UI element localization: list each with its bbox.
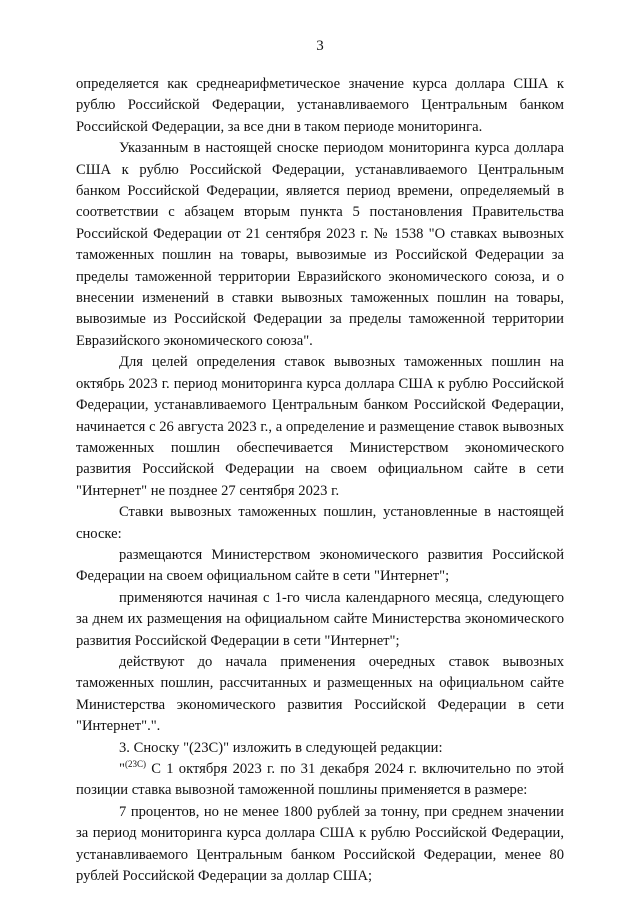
paragraph-last: 7 процентов, но не менее 1800 рублей за тонну, при среднем значении за период мониторинга курса доллара США к рублю Российской Федерации, устанавливаемого Центральным банком Российской Федерации, менее 80 рублей Российской Федерации за доллар США; bbox=[76, 803, 564, 885]
footnote-paragraph bbox=[76, 759, 564, 802]
paragraph-2: Указанным в настоящей сноске периодом мониторинга курса доллара США к рублю Российской Федерации, устанавливаемого Центральным банком Российской Федерации, является период времени, определяемый в соответствии с абзацем вторым пункта 5 постановления Правительства Российской Федерации от 21 сентября 2023 г. № 1538 "О ставках вывозных таможенных пошлин на товары, вывозимые из Российской Федерации за пределы таможенной территории Евразийского экономического союза, и о внесении изменений в ставки вывозных таможенных пошлин на товары, вывозимые из Российской Федерации за пределы таможенной территории Евразийского экономического союза". bbox=[76, 140, 564, 349]
paragraph-7: действуют до начала применения очередных ставок вывозных таможенных пошлин, рассчитанных и размещенных на официальном сайте Министерства экономического развития Российской Федерации в сети "Интернет".". bbox=[76, 653, 564, 735]
document-body bbox=[76, 74, 564, 887]
paragraph-1: определяется как среднеарифметическое значение курса доллара США к рублю Российской Федерации, устанавливаемого Центральным банком Российской Федерации, за все дни в таком периоде мониторинга. bbox=[76, 76, 564, 135]
footnote-prefix: " bbox=[119, 761, 125, 777]
paragraph-6: применяются начиная с 1-го числа календарного месяца, следующего за днем их размещения на официальном сайте Министерства экономического развития Российской Федерации в сети "Интернет"; bbox=[76, 589, 564, 649]
footnote-marker: (23С) bbox=[124, 759, 146, 770]
page-number: 3 bbox=[316, 38, 324, 54]
paragraph-5: размещаются Министерством экономического развития Российской Федерации на своем официальном сайте в сети "Интернет"; bbox=[76, 546, 564, 585]
paragraph-3: Для целей определения ставок вывозных таможенных пошлин на октябрь 2023 г. период мониторинга курса доллара США к рублю Российской Федерации, устанавливаемого Центральным банком Российской Федерации, начинается с 26 августа 2023 г., а определение и размещение ставок вывозных таможенных пошлин обеспечивается Министерством экономического развития Российской Федерации на своем официальном сайте в сети "Интернет" не позднее 27 сентября 2023 г. bbox=[76, 354, 564, 499]
paragraph-4: Ставки вывозных таможенных пошлин, установленные в настоящей сноске: bbox=[76, 504, 564, 542]
footnote-text: С 1 октября 2023 г. по 31 декабря 2024 г. включительно по этой позиции ставка вывозной таможенной пошлины применяется в размере: bbox=[76, 761, 564, 799]
paragraph-8: 3. Сноску "(23С)" изложить в следующей редакции: bbox=[119, 739, 443, 756]
